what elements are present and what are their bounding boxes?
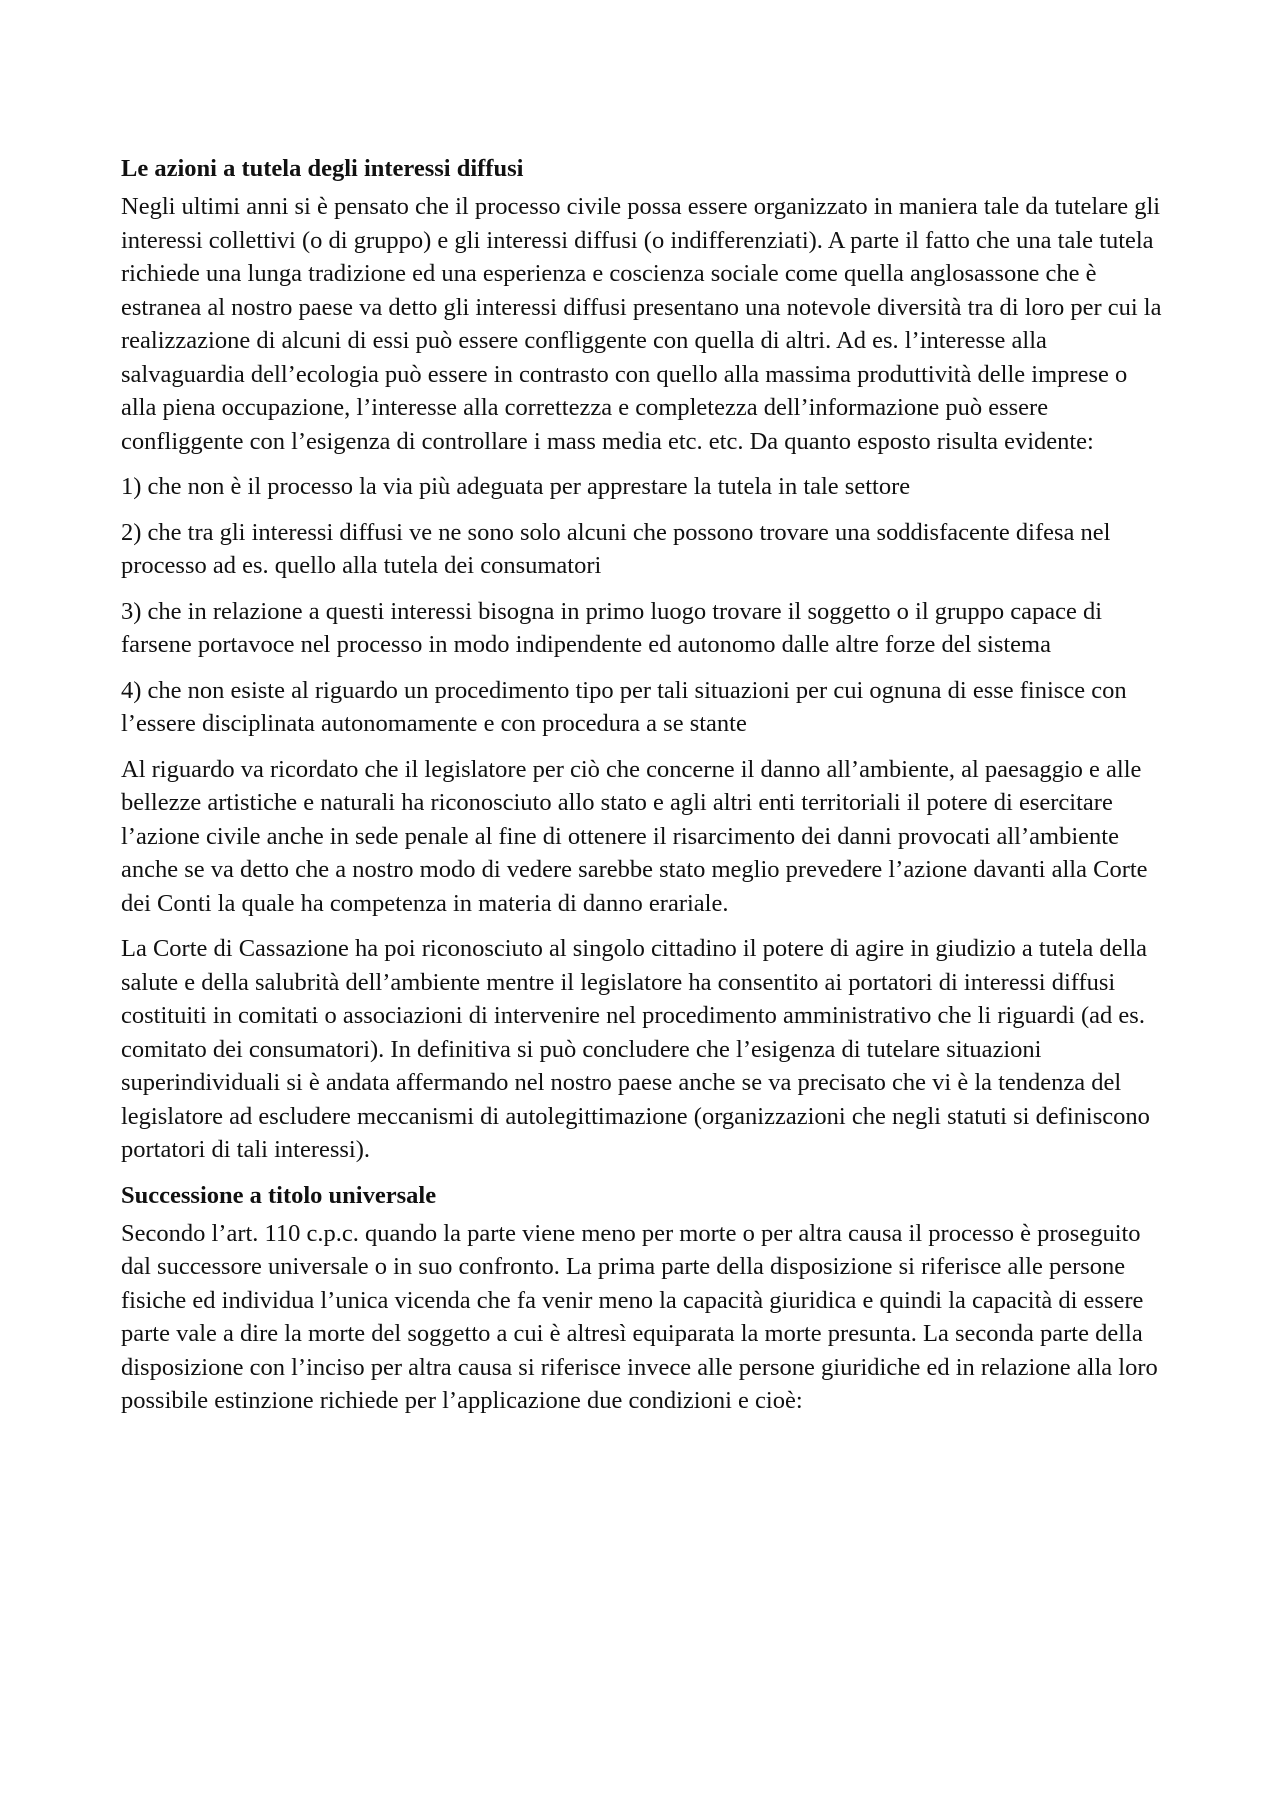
body-paragraph: Negli ultimi anni si è pensato che il processo civile possa essere organizzato in maniera tale da tutelare gli interessi collettivi (o di gruppo) e gli interessi diffusi (o indifferenziati). A parte il fatto che una tale tutela richiede una lunga tradizione ed una esperienza e coscienza sociale come quella anglosassone che è estranea al nostro paese va detto gli interessi diffusi presentano una notevole diversità tra di loro per cui la realizzazione di alcuni di essi può essere confliggente con quella di altri. Ad es. l’interesse alla salvaguardia dell’ecologia può essere in contrasto con quello alla massima produttività delle imprese o alla piena occupazione, l’interesse alla correttezza e completezza dell’informazione può essere confliggente con l’esigenza di controllare i mass media etc. etc. Da quanto esposto risulta evidente:: [121, 193, 1162, 455]
body-paragraph: Al riguardo va ricordato che il legislatore per ciò che concerne il danno all’ambiente, al paesaggio e alle bellezze artistiche e naturali ha riconosciuto allo stato e agli altri enti territoriali il potere di esercitare l’azione civile anche in sede penale al fine di ottenere il risarcimento dei danni provocati all’ambiente anche se va detto che a nostro modo di vedere sarebbe stato meglio prevedere l’azione davanti alla Corte dei Conti la quale ha competenza in materia di danno erariale.: [121, 755, 1148, 917]
body-paragraph: La Corte di Cassazione ha poi riconosciuto al singolo cittadino il potere di agire in giudizio a tutela della salute e della salubrità dell’ambiente mentre il legislatore ha consentito ai portatori di interessi diffusi costituiti in comitati o associazioni di intervenire nel procedimento amministrativo che li riguardi (ad es. comitato dei consumatori). In definitiva si può concludere che l’esigenza di tutelare situazioni superindividuali si è andata affermando nel nostro paese anche se va precisato che vi è la tendenza del legislatore ad escludere meccanismi di autolegittimazione (organizzazioni che negli statuti si definiscono portatori di tali interessi).: [121, 935, 1150, 1163]
section-heading: Le azioni a tutela degli interessi diffusi: [121, 155, 524, 182]
list-item-2: 2) che tra gli interessi diffusi ve ne sono solo alcuni che possono trovare una soddisfacente difesa nel processo ad es. quello alla tutela dei consumatori: [121, 518, 1111, 579]
list-item-3: 3) che in relazione a questi interessi bisogna in primo luogo trovare il soggetto o il gruppo capace di farsene portavoce nel processo in modo indipendente ed autonomo dalle altre forze del sistema: [121, 597, 1103, 658]
body-paragraph: Secondo l’art. 110 c.p.c. quando la parte viene meno per morte o per altra causa il processo è proseguito dal successore universale o in suo confronto. La prima parte della disposizione si riferisce alle persone fisiche ed individua l’unica vicenda che fa venir meno la capacità giuridica e quindi la capacità di essere parte vale a dire la morte del soggetto a cui è altresì equiparata la morte presunta. La seconda parte della disposizione con l’inciso per altra causa si riferisce invece alle persone giuridiche ed in relazione alla loro possibile estinzione richiede per l’applicazione due condizioni e cioè:: [121, 1219, 1158, 1414]
list-item-4: 4) che non esiste al riguardo un procedimento tipo per tali situazioni per cui ognuna di esse finisce con l’essere disciplinata autonomamente e con procedura a se stante: [121, 676, 1127, 737]
section-successione: [121, 1179, 1164, 1418]
section-heading: Successione a titolo universale: [121, 1181, 437, 1209]
section-interessi-diffusi: [121, 152, 1164, 1167]
list-item-1: 1) che non è il processo la via più adeguata per apprestare la tutela in tale settore: [121, 473, 911, 500]
